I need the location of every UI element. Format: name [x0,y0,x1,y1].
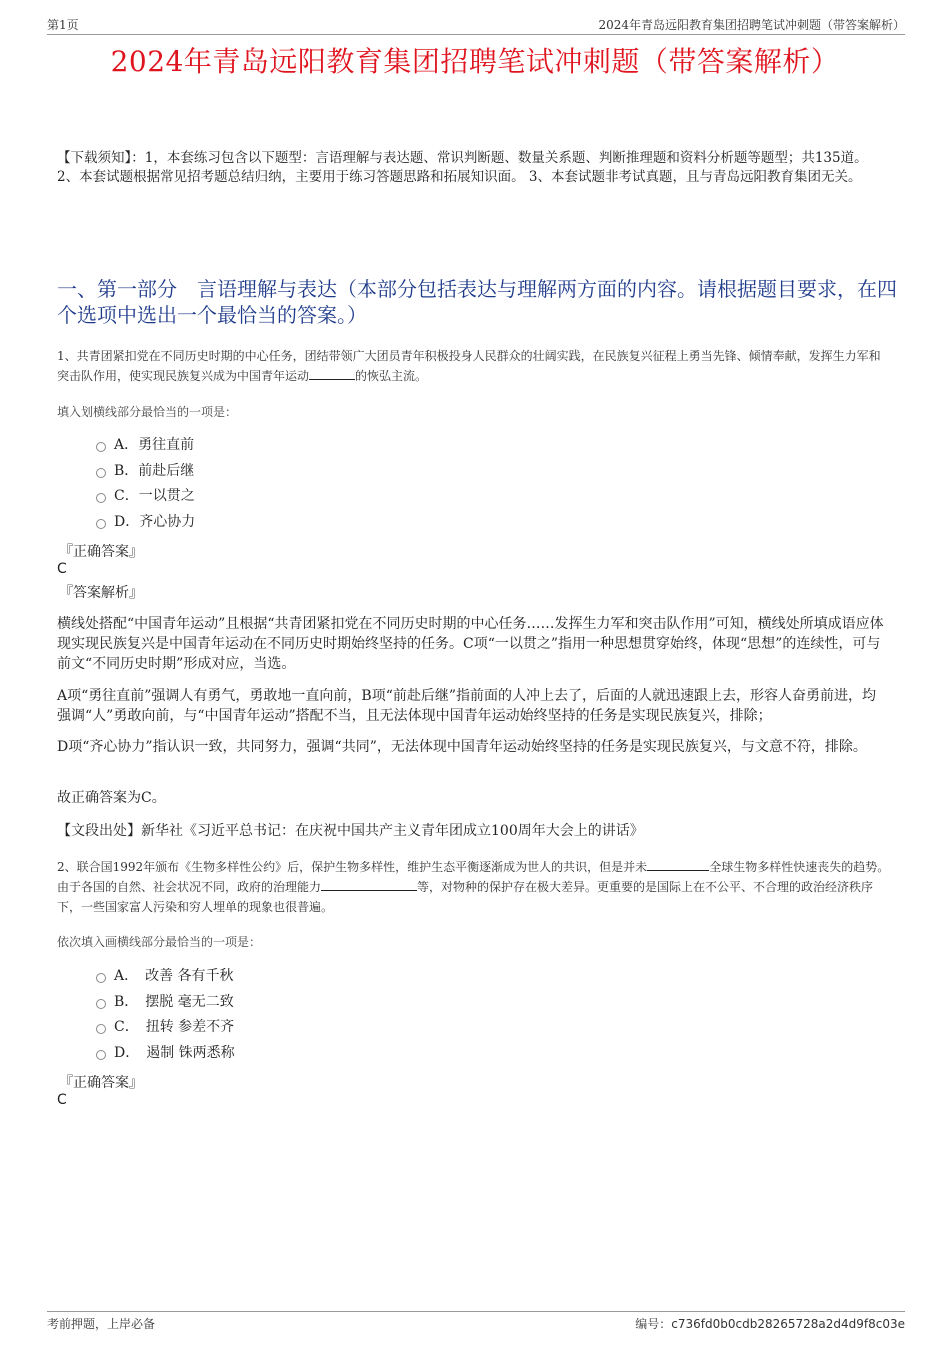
question-blank [647,857,709,871]
option-b[interactable]: B．前赴后继 [96,459,195,485]
radio-icon[interactable] [96,468,106,478]
passage-source: 【文段出处】新华社《习近平总书记：在庆祝中国共产主义青年团成立100周年大会上的讲话》 [57,823,644,839]
radio-icon[interactable] [96,973,106,983]
radio-icon[interactable] [96,999,106,1009]
download-notice: 【下载须知】：1，本套练习包含以下题型：言语理解与表达题、常识判断题、数量关系题、判断推理题和资料分析题等题型；共135道。 2、本套试题根据常见招考题总结归纳，主要用于练习答题思路和拓展知识面。 3、本套试题非考试真题，且与青岛远阳教育集团无关。 [57,150,868,185]
option-d[interactable]: D．齐心协力 [96,510,195,536]
question-2-prompt: 依次填入画横线部分最恰当的一项是： [57,935,262,949]
option-a[interactable]: A．勇往直前 [96,433,195,459]
question-2-text: 2、联合国1992年颁布《生物多样性公约》后，保护生物多样性，维护生态平衡逐渐成为世人的共识，但是并未 全球生物多样性快速丧失的趋势。由于各国的自然、社会状况不同，政府的治理能力 等，对物种的保护存在极大差异。更重要的是国际上在不公平、不合理的政治经济秩序下，一些国家富人污染和穷人埋单的现象也很普遍。 [57,857,892,917]
header-doc-title: 2024年青岛远阳教育集团招聘笔试冲刺题（带答案解析） [598,18,905,32]
question-2-options [96,964,235,1066]
footer-slogan: 考前押题，上岸必备 [47,1317,156,1331]
question-blank [309,366,355,380]
question-blank [321,877,417,891]
radio-icon[interactable] [96,442,106,452]
correct-answer-value: C [57,561,67,577]
option-b[interactable]: B． 摆脱 毫无二致 [96,990,235,1016]
correct-answer-label: 『正确答案』 [59,1075,143,1091]
radio-icon[interactable] [96,1050,106,1060]
analysis-paragraph: 横线处搭配“中国青年运动”且根据“共青团紧扣党在不同历史时期的中心任务……发挥生力军和突击队作用”可知，横线处所填成语应体现实现民族复兴是中国青年运动在不同历史时期始终坚持的任务。C项“一以贯之”指用一种思想贯穿始终，体现“思想”的连续性，可与前文“不同历史时期”形成对应，当选。 [57,616,884,672]
analysis-conclusion: 故正确答案为C。 [57,790,166,806]
question-1-text: 1、共青团紧扣党在不同历史时期的中心任务，团结带领广大团员青年积极投身人民群众的壮阔实践，在民族复兴征程上勇当先锋、倾情奉献，发挥生力军和突击队作用，使实现民族复兴成为中国青年运动 的恢弘主流。 [57,349,881,383]
option-d[interactable]: D． 遏制 铢两悉称 [96,1041,235,1067]
footer-code: 编号：c736fd0b0cdb28265728a2d4d9f8c03e [635,1317,905,1331]
analysis-paragraph: D项“齐心协力”指认识一致，共同努力，强调“共同”，无法体现中国青年运动始终坚持的任务是实现民族复兴，与文意不符，排除。 [57,739,867,755]
radio-icon[interactable] [96,493,106,503]
page-footer [47,1311,905,1332]
page-header [47,14,905,35]
page-number: 第1页 [47,18,79,32]
radio-icon[interactable] [96,519,106,529]
question-1-prompt: 填入划横线部分最恰当的一项是： [57,405,238,419]
section-heading: 一、第一部分 言语理解与表达（本部分包括表达与理解两方面的内容。请根据题目要求，在四个选项中选出一个最恰当的答案。） [57,277,897,327]
option-a[interactable]: A． 改善 各有千秋 [96,964,235,990]
option-c[interactable]: C． 扭转 参差不齐 [96,1015,235,1041]
question-1-options [96,433,195,535]
analysis-paragraph: A项“勇往直前”强调人有勇气，勇敢地一直向前，B项“前赴后继”指前面的人冲上去了，后面的人就迅速跟上去，形容人奋勇前进，均强调“人”勇敢向前，与“中国青年运动”搭配不当，且无法体现中国青年运动始终坚持的任务是实现民族复兴，排除； [57,688,877,724]
analysis-label: 『答案解析』 [59,585,143,601]
correct-answer-label: 『正确答案』 [59,544,143,560]
document-title: 2024年青岛远阳教育集团招聘笔试冲刺题（带答案解析） [110,45,840,78]
correct-answer-value: C [57,1092,67,1108]
option-c[interactable]: C．一以贯之 [96,484,195,510]
radio-icon[interactable] [96,1024,106,1034]
